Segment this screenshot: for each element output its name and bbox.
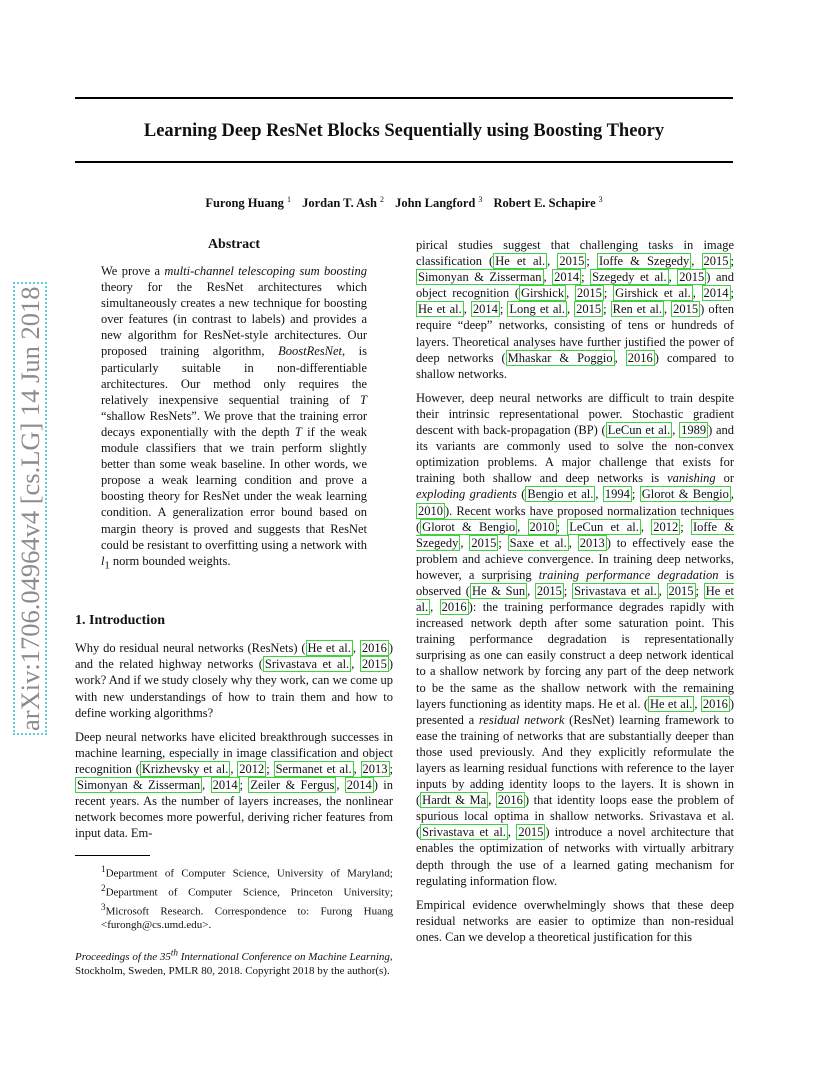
citation-link[interactable]: 2014 <box>472 302 498 317</box>
citation-link[interactable]: Mhaskar & Poggio <box>507 350 613 365</box>
citation-link[interactable]: 2013 <box>579 535 605 550</box>
abstract-text: We prove a multi-channel telescoping sum boosting theory for the ResNet architectures which simultaneously creates a new technique for boosting over features (in contrast to labels) and provides a new algorithm for ResNet-style architectures. Our proposed training algorithm, BoostResNet, is particularly suitable in non-differentiable architectures. Our method only requires the relatively inexpensive sequential training of T “shallow ResNets”. We prove that the training error decays exponentially with the depth T if the weak module classifiers that we train perform slightly better than some weak baseline. In other words, we propose a weak learning condition and prove a boosting theory for ResNet under the weak learning condition. A generalization error bound based on margin theory is proved and suggests that ResNet could be resistant to overfitting using a network with $l_1$ norm bounded weights. <box>101 264 368 572</box>
paper-title: Learning Deep ResNet Blocks Sequentially using Boosting Theory <box>143 121 665 141</box>
citation-link[interactable]: Glorot & Bengio <box>422 519 516 534</box>
citation-link[interactable]: Srivastava et al. <box>264 657 350 672</box>
citation-link[interactable]: Glorot & Bengio <box>641 487 729 502</box>
citation-link[interactable]: 2016 <box>627 350 653 365</box>
author <box>493 196 602 210</box>
citation-link[interactable]: 2015 <box>518 825 544 840</box>
title-rule <box>75 161 733 163</box>
proceedings-note: Proceedings of the 35th International Conference on Machine Learning, Stockholm, Sweden, PMLR 80, 2018. Copyright 2018 by the author(s). <box>75 947 393 978</box>
author <box>205 196 291 210</box>
citation-link[interactable]: Simonyan & Zisserman <box>77 778 201 793</box>
citation-link[interactable]: 2014 <box>703 286 729 301</box>
citation-link[interactable]: Saxe et al. <box>509 535 567 550</box>
citation-link[interactable]: Srivastava et al. <box>574 583 657 598</box>
citation-link[interactable]: LeCun et al. <box>607 423 671 438</box>
citation-link[interactable]: He et al. <box>307 641 351 656</box>
citation-link[interactable]: Girshick et al. <box>615 286 691 301</box>
author-name: John Langford <box>395 196 476 210</box>
citation-link[interactable]: 2012 <box>239 761 265 776</box>
abstract-heading: Abstract <box>207 237 261 252</box>
citation-link[interactable]: Szegedy et al. <box>592 270 667 285</box>
citation-link[interactable]: He et al. <box>495 254 546 269</box>
body-paragraph: Empirical evidence overwhelmingly shows that these deep residual networks are easier to optimize than non-residual ones. Can we develop a theoretical justification for this <box>416 897 734 944</box>
citation-link[interactable]: Sermanet et al. <box>275 761 352 776</box>
citation-link[interactable]: 2016 <box>361 641 387 656</box>
citation-link[interactable]: Long et al. <box>509 302 566 317</box>
citation-link[interactable]: He et al. <box>650 696 693 711</box>
citation-link[interactable]: Ioffe & Szegedy <box>598 254 690 269</box>
citation-link[interactable]: Ren et al. <box>612 302 662 317</box>
citation-link[interactable]: 2015 <box>576 302 602 317</box>
top-rule <box>75 97 733 99</box>
citation-link[interactable]: Bengio et al. <box>527 487 594 502</box>
citation-link[interactable]: 2015 <box>673 302 699 317</box>
citation-link[interactable]: Girshick <box>521 286 565 301</box>
citation-link[interactable]: 2015 <box>679 270 705 285</box>
citation-link[interactable]: 2013 <box>362 761 388 776</box>
citation-link[interactable]: Zeiler & Fergus <box>250 778 335 793</box>
footnote-rule <box>75 855 150 856</box>
footnote <box>75 862 393 978</box>
body-paragraph: pirical studies suggest that challenging tasks in image classification ( He et al. , 2015 ; Ioffe & Szegedy , 2015 ; Simonyan & Zisserman , 2014 ; Szegedy et al. , 2015 ) and object recognition ( Girshick , 2015 ; Girshick et al. , 2014 ; He et al. , 2014 ; Long et al. , 2015 ; Ren et al. , 2015 ) often require “deep” networks, consisting of tens or hundreds of layers. Theoretical analyses have further justified the power of deep networks ( Mhaskar & Poggio , 2016 ) compared to shallow networks. <box>416 238 735 381</box>
citation-link[interactable]: 2015 <box>471 535 497 550</box>
citation-link[interactable]: 2016 <box>497 793 523 808</box>
intro-paragraph: Deep neural networks have elicited breakthrough successes in machine learning, especially in image classification and object recognition ( Krizhevsky et al. , 2012 ; Sermanet et al. , 2013 ; Simonyan & Zisserman , 2014 ; Zeiler & Fergus , 2014 ) in recent years. As the number of layers increases, the nonlinear network becomes more powerful, deriving richer features from input data. Em- <box>75 729 394 841</box>
citation-link[interactable]: 2014 <box>346 778 372 793</box>
author-affiliation: 3 <box>598 195 603 204</box>
citation-link[interactable]: 2010 <box>418 503 443 518</box>
citation-link[interactable]: 1994 <box>604 487 630 502</box>
citation-link[interactable]: 2012 <box>653 519 679 534</box>
citation-link[interactable]: 2014 <box>554 270 580 285</box>
right-column <box>416 237 734 945</box>
citation-link[interactable]: Srivastava et al. <box>422 825 506 840</box>
section-heading-introduction: 1. Introduction <box>75 613 165 629</box>
author-affiliation: 2 <box>379 195 384 204</box>
citation-link[interactable]: Simonyan & Zisserman <box>418 270 542 285</box>
left-column <box>75 234 393 978</box>
citation-link[interactable]: 2015 <box>668 583 694 598</box>
citation-link[interactable]: 2015 <box>536 583 562 598</box>
citation-link[interactable]: 2015 <box>703 254 729 269</box>
citation-link[interactable]: 2014 <box>212 778 238 793</box>
citation-link[interactable]: 2015 <box>576 286 602 301</box>
citation-link[interactable]: Hardt & Ma <box>422 793 487 808</box>
citation-link[interactable]: 2015 <box>361 657 387 672</box>
affiliation-footnote: $^1$Department of Computer Science, University of Maryland; $^2$Department of Computer Science, Princeton University; $^3$Microsoft Research. Correspondence to: Furong Huang <furongh@cs.umd.edu>. <box>101 864 393 932</box>
citation-link[interactable]: He et al. <box>418 302 462 317</box>
citation-link[interactable]: Ioffe & Szegedy <box>416 519 735 550</box>
citation-link[interactable]: 2010 <box>529 519 555 534</box>
citation-link[interactable]: 1989 <box>681 423 707 438</box>
author-name: Jordan T. Ash <box>302 196 377 210</box>
citation-link[interactable]: LeCun et al. <box>569 519 639 534</box>
author <box>302 196 384 210</box>
arxiv-stamp[interactable]: arXiv:1706.04964v4 [cs.LG] 14 Jun 2018 <box>13 282 47 735</box>
author <box>395 196 482 210</box>
citation-link[interactable]: 2016 <box>441 600 467 615</box>
author-affiliation: 1 <box>286 195 291 204</box>
body-paragraph: However, deep neural networks are difficult to train despite their intrinsic representational power. Stochastic gradient descent with back-propagation (BP) ( LeCun et al. , 1989 ) and its variants are commonly used to solve the non-convex optimization problems. A major challenge that exists for training both shallow and deep networks is vanishing or exploding gradients ( Bengio et al. , 1994 ; Glorot & Bengio , 2010 ). Recent works have proposed normalization techniques ( Glorot & Bengio , 2010 ; LeCun et al. , 2012 ; Ioffe & Szegedy , 2015 ; Saxe et al. , 2013 ) to effectively ease the problem and achieve convergence. In training deep networks, however, a surprising training performance degradation is observed ( He & Sun , 2015 ; Srivastava et al. , 2015 ; He et al. , 2016 ): the training performance degrades rapidly with increased network depth after some saturation point. This training performance degradation is representationally surprising as one can easily construct a deep network identical to a shallow network by forcing any part of the deep network to be the same as the shallow network with the remaining layers functioning as identity maps. He et al. ( He et al. , 2016 ) presented a residual network (ResNet) learning framework to ease the training of networks that are substantially deeper than those used previously. And they explicitly reformulate the layers as learning residual functions with reference to the layer inputs by adding identity loops to the layers. It is shown in ( Hardt & Ma , 2016 ) that identity loops ease the problem of spurious local optima in shallow networks. Srivastava et al. ( Srivastava et al. , 2015 ) introduce a novel architecture that enables the optimization of networks with virtually arbitrary depth through the use of a learned gating mechanism for regulating information flow. <box>416 390 735 888</box>
citation-link[interactable]: 2016 <box>702 696 728 711</box>
citation-link[interactable]: He & Sun <box>471 583 526 598</box>
author-name: Robert E. Schapire <box>493 196 596 210</box>
citation-link[interactable]: He et al. <box>416 583 734 615</box>
citation-link[interactable]: 2015 <box>559 254 585 269</box>
citation-link[interactable]: Krizhevsky et al. <box>141 761 229 776</box>
author-name: Furong Huang <box>205 196 284 210</box>
intro-paragraph: Why do residual neural networks (ResNets) ( He et al. , 2016 ) and the related highway networks ( Srivastava et al. , 2015 ) work? And if we study closely why they work, can we come up with new understandings of how to train them and how to define working algorithms? <box>75 641 394 720</box>
author-affiliation: 3 <box>478 195 483 204</box>
author-list <box>75 191 733 212</box>
